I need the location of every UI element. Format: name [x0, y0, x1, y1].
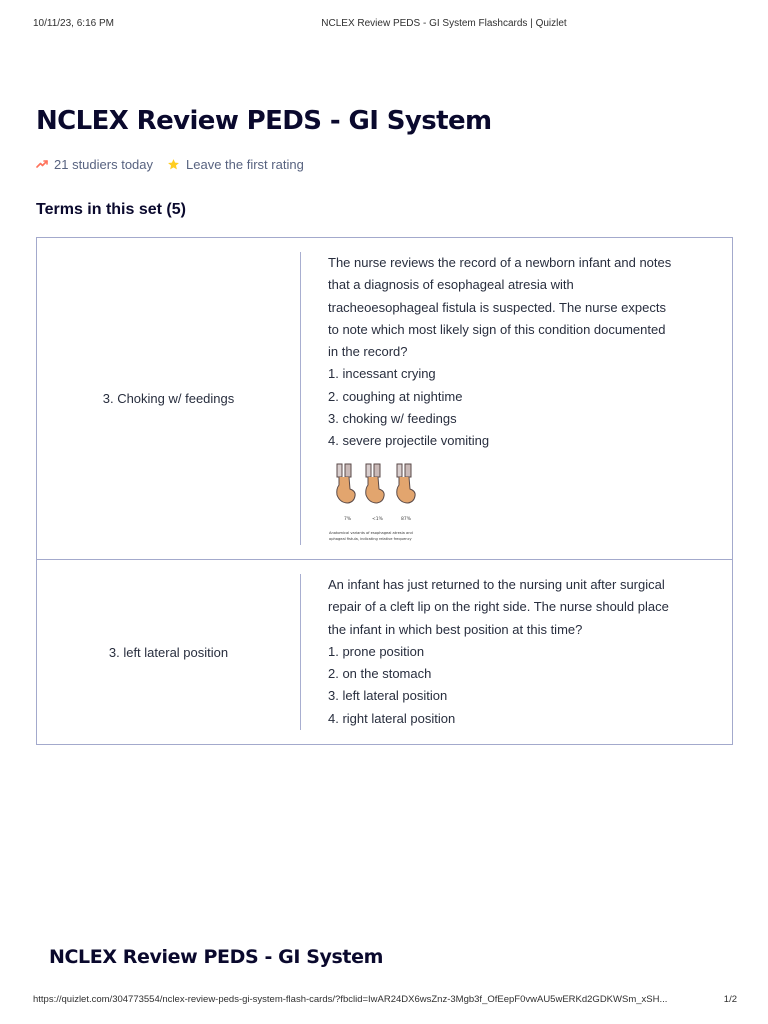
definition-line: 4. severe projectile vomiting: [328, 433, 490, 449]
definition-line: The nurse reviews the record of a newborn infant and notes: [328, 255, 672, 270]
definition-line: 3. left lateral position: [328, 688, 448, 704]
definition-line: 2. coughing at nightime: [328, 388, 463, 404]
definition-line: to note which most likely sign of this condition documented: [328, 321, 666, 337]
definition-line: 3. choking w/ feedings: [328, 411, 457, 427]
definition-line: 4. right lateral position: [328, 710, 456, 726]
page-number: 1/2: [723, 994, 737, 1005]
rating-link[interactable]: [167, 157, 304, 172]
definition-line: in the record?: [328, 344, 408, 360]
definition-line: 1. incessant crying: [328, 366, 436, 382]
studiers-count: [36, 157, 153, 172]
term-card: [36, 237, 733, 560]
footer-set-title: NCLEX Review PEDS - GI System: [49, 946, 383, 968]
star-icon: [167, 158, 180, 171]
definition-line: 1. prone position: [328, 643, 425, 659]
trending-up-icon: [36, 159, 48, 169]
definition-line: the infant in which best position at this time?: [328, 621, 583, 637]
definition-line: 2. on the stomach: [328, 666, 432, 682]
studiers-label: 21 studiers today: [54, 156, 154, 172]
print-document-title: NCLEX Review PEDS - GI System Flashcards | Quizlet: [321, 18, 567, 29]
diagram-label: <1%: [372, 516, 383, 522]
diagram-variant-3: [397, 464, 415, 503]
definition-line: An infant has just returned to the nursing unit after surgical: [328, 577, 665, 592]
page-title: NCLEX Review PEDS - GI System: [36, 106, 492, 136]
card-divider: [300, 252, 301, 545]
esophageal-atresia-diagram: [328, 463, 430, 545]
card-term: 3. Choking w/ feedings: [102, 391, 235, 406]
rating-label[interactable]: Leave the first rating: [186, 156, 304, 172]
definition-line: tracheoesophageal fistula is suspected. The nurse expects: [328, 299, 666, 315]
card-definition: [328, 574, 700, 730]
print-header: [0, 18, 768, 32]
print-datetime: 10/11/23, 6:16 PM: [33, 18, 114, 29]
diagram-variant-2: [366, 464, 384, 503]
diagram-variant-1: [337, 464, 355, 503]
definition-line: repair of a cleft lip on the right side. The nurse should place: [328, 599, 669, 615]
diagram-label: 7%: [344, 516, 352, 522]
definition-line: that a diagnosis of esophageal atresia with: [328, 277, 574, 293]
print-footer: [0, 994, 768, 1008]
terms-heading: Terms in this set (5): [36, 201, 186, 218]
diagram-caption: ophageal fistula, indicating relative frequency: [329, 536, 412, 541]
card-divider: [300, 574, 301, 730]
diagram-label: 87%: [401, 516, 412, 522]
card-definition: [328, 252, 700, 552]
card-term: 3. left lateral position: [108, 644, 229, 660]
term-card: [36, 559, 733, 745]
print-url: https://quizlet.com/304773554/nclex-review-peds-gi-system-flash-cards/?fbclid=IwAR24DX6wsZnz-3Mgb3f_OfEepF0vwAU5wERKd2GDKWSm_xSH...: [33, 994, 668, 1005]
diagram-caption: Anatomical variants of esophageal atresia and: [329, 530, 413, 535]
set-meta-row: [36, 155, 318, 173]
